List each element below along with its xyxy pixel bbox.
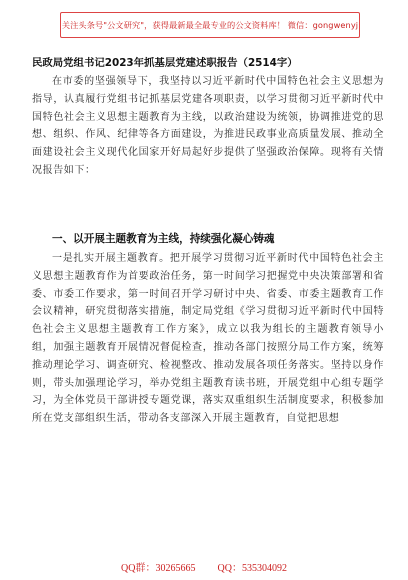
footer-qq: QQ：535304092 — [217, 563, 287, 574]
document-title: 民政局党组书记2023年抓基层党建述职报告（2514字） — [32, 57, 298, 69]
header-banner — [60, 12, 360, 38]
footer — [0, 559, 408, 575]
section-heading: 一、以开展主题教育为主线，持续强化凝心铸魂 — [52, 233, 275, 245]
section-paragraph: 一是扎实开展主题教育。把开展学习贯彻习近平新时代中国特色社会主义思想主题教育作为首要政治任务，第一时间学习把握党中央决策部署和省委、市委工作要求，第一时间召开学习研讨中央、省委、市委主题教育工作会议精神，研究贯彻落实措施，制定局党组《学习贯彻习近平新时代中国特色社会主义思想主题教育工作方案》，成立以我为组长的主题教育领导小组，加强主题教育开展情况督促检查，推动各部门按照分局工作方案，统筹推动理论学习、调查研究、检视整改、推动发展各项任务落实。坚持以身作则，带头加强理论学习，举办党组主题教育读书班，开展党组中心组专题学习，为全体党员干部讲授专题党课，落实双重组织生活制度要求，积极参加所在党支部组织生活，带动各支部深入开展主题教育，自觉把思想 — [32, 253, 384, 425]
intro-paragraph: 在市委的坚强领导下，我坚持以习近平新时代中国特色社会主义思想为指导，认真履行党组书记抓基层党建各项职责，以学习贯彻习近平新时代中国特色社会主义思想主题教育为主线，以政治建设为统领，协调推进党的思想、组织、作风、纪律等各方面建设，为推进民政事业高质量发展、推动全面建设社会主义现代化国家开好局起好步提供了坚强政治保障。现将有关情况报告如下： — [32, 76, 384, 176]
banner-text: 关注头条号"公文研究"，获得最新最全最专业的公文资料库！ 微信：gongwenyj — [61, 19, 359, 30]
footer-qq-group: QQ群：30265665 — [121, 563, 196, 574]
